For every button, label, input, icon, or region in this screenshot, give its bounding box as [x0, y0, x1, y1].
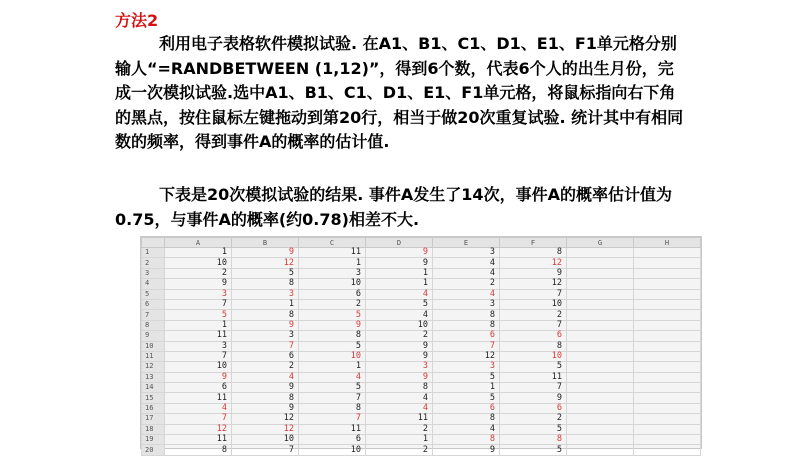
table-cell — [567, 279, 634, 289]
row-number: 6 — [142, 299, 165, 309]
table-row — [142, 435, 701, 445]
table-cell — [634, 362, 701, 372]
table-cell: 7 — [165, 299, 232, 309]
table-cell: 4 — [433, 289, 500, 299]
column-header: D — [366, 238, 433, 248]
row-number: 17 — [142, 414, 165, 424]
spreadsheet-body — [142, 248, 701, 456]
table-cell: 11 — [299, 248, 366, 258]
table-cell: 5 — [433, 393, 500, 403]
table-cell: 7 — [299, 393, 366, 403]
row-number: 12 — [142, 362, 165, 372]
table-row — [142, 414, 701, 424]
row-number: 8 — [142, 320, 165, 330]
column-header: H — [634, 238, 701, 248]
table-cell: 7 — [232, 445, 299, 455]
column-header: A — [165, 238, 232, 248]
column-header: B — [232, 238, 299, 248]
table-cell — [567, 435, 634, 445]
spreadsheet-image — [140, 236, 702, 455]
row-number: 18 — [142, 424, 165, 434]
table-cell — [567, 372, 634, 382]
paragraph-result — [115, 183, 685, 232]
table-cell: 7 — [500, 289, 567, 299]
table-cell — [634, 383, 701, 393]
table-cell: 7 — [232, 341, 299, 351]
table-cell: 1 — [165, 320, 232, 330]
table-cell: 6 — [299, 435, 366, 445]
table-cell — [634, 424, 701, 434]
table-cell: 9 — [366, 258, 433, 268]
table-cell: 2 — [165, 268, 232, 278]
table-cell — [634, 372, 701, 382]
table-cell: 11 — [299, 424, 366, 434]
row-number: 11 — [142, 351, 165, 361]
row-number: 4 — [142, 279, 165, 289]
table-cell: 2 — [299, 299, 366, 309]
row-number: 19 — [142, 435, 165, 445]
table-cell: 4 — [433, 258, 500, 268]
table-row — [142, 289, 701, 299]
table-cell — [634, 299, 701, 309]
row-number: 14 — [142, 383, 165, 393]
table-cell: 4 — [366, 393, 433, 403]
table-cell: 2 — [433, 279, 500, 289]
table-cell — [634, 403, 701, 413]
table-cell: 12 — [232, 424, 299, 434]
table-cell — [567, 289, 634, 299]
table-row — [142, 372, 701, 382]
table-cell: 3 — [366, 362, 433, 372]
table-cell: 9 — [366, 341, 433, 351]
table-cell: 1 — [433, 383, 500, 393]
table-cell: 10 — [299, 351, 366, 361]
table-cell: 1 — [299, 258, 366, 268]
table-cell: 1 — [165, 248, 232, 258]
table-cell — [567, 362, 634, 372]
table-cell: 8 — [299, 403, 366, 413]
table-cell: 6 — [433, 331, 500, 341]
table-cell: 9 — [433, 445, 500, 455]
table-cell: 11 — [165, 435, 232, 445]
table-cell — [634, 258, 701, 268]
table-cell: 4 — [433, 268, 500, 278]
corner-cell — [142, 238, 165, 248]
table-cell: 5 — [232, 268, 299, 278]
table-cell — [567, 341, 634, 351]
table-cell: 4 — [366, 289, 433, 299]
table-cell: 5 — [299, 310, 366, 320]
table-cell: 8 — [433, 310, 500, 320]
table-cell: 10 — [165, 258, 232, 268]
table-cell: 2 — [232, 362, 299, 372]
table-cell — [634, 310, 701, 320]
row-number: 3 — [142, 268, 165, 278]
table-cell: 3 — [232, 331, 299, 341]
table-cell — [567, 268, 634, 278]
table-cell: 3 — [433, 299, 500, 309]
table-cell: 4 — [299, 372, 366, 382]
table-row — [142, 393, 701, 403]
table-cell — [567, 299, 634, 309]
table-cell: 4 — [232, 372, 299, 382]
table-cell: 4 — [165, 403, 232, 413]
table-cell — [634, 268, 701, 278]
row-number: 15 — [142, 393, 165, 403]
table-cell: 4 — [366, 403, 433, 413]
table-cell: 10 — [232, 435, 299, 445]
table-cell: 12 — [500, 258, 567, 268]
row-number: 1 — [142, 248, 165, 258]
table-cell: 9 — [500, 393, 567, 403]
table-cell: 11 — [500, 372, 567, 382]
column-header: G — [567, 238, 634, 248]
table-cell: 12 — [232, 414, 299, 424]
table-cell: 8 — [232, 310, 299, 320]
row-number: 13 — [142, 372, 165, 382]
table-cell: 11 — [165, 331, 232, 341]
table-cell: 10 — [500, 299, 567, 309]
table-cell: 11 — [165, 393, 232, 403]
table-cell: 6 — [232, 351, 299, 361]
table-row — [142, 258, 701, 268]
table-cell: 6 — [500, 403, 567, 413]
paragraph-result-text: 下表是20次模拟试验的结果. 事件A发生了14次，事件A的概率估计值为0.75，与事件A的概率(约0.78)相差不大. — [115, 185, 672, 229]
table-cell: 3 — [232, 289, 299, 299]
table-cell: 7 — [165, 351, 232, 361]
table-cell — [634, 279, 701, 289]
table-cell — [567, 424, 634, 434]
table-row — [142, 424, 701, 434]
table-cell — [634, 414, 701, 424]
table-row — [142, 362, 701, 372]
table-cell: 2 — [500, 310, 567, 320]
table-cell: 3 — [433, 362, 500, 372]
table-cell — [634, 289, 701, 299]
column-header-row — [142, 238, 701, 248]
table-cell: 7 — [299, 414, 366, 424]
table-cell: 8 — [366, 383, 433, 393]
table-cell: 3 — [433, 248, 500, 258]
table-cell: 7 — [500, 320, 567, 330]
table-cell — [567, 331, 634, 341]
table-cell: 12 — [500, 279, 567, 289]
table-row — [142, 268, 701, 278]
table-cell: 10 — [500, 351, 567, 361]
table-cell: 9 — [232, 248, 299, 258]
table-cell: 3 — [165, 289, 232, 299]
table-cell: 7 — [433, 341, 500, 351]
column-header: C — [299, 238, 366, 248]
table-row — [142, 331, 701, 341]
table-cell: 9 — [165, 372, 232, 382]
table-cell: 5 — [366, 299, 433, 309]
table-cell: 5 — [299, 383, 366, 393]
table-cell: 9 — [232, 403, 299, 413]
table-cell: 4 — [433, 424, 500, 434]
paragraph-method — [115, 32, 685, 155]
table-cell: 8 — [165, 445, 232, 455]
column-header: E — [433, 238, 500, 248]
table-cell: 9 — [366, 248, 433, 258]
table-cell — [567, 310, 634, 320]
table-cell: 9 — [366, 351, 433, 361]
table-cell: 8 — [299, 331, 366, 341]
table-row — [142, 248, 701, 258]
table-cell: 1 — [299, 362, 366, 372]
table-row — [142, 351, 701, 361]
row-number: 2 — [142, 258, 165, 268]
table-cell: 6 — [433, 403, 500, 413]
table-cell: 7 — [165, 414, 232, 424]
table-cell — [634, 393, 701, 403]
table-cell: 9 — [500, 268, 567, 278]
table-cell: 5 — [500, 362, 567, 372]
table-cell: 10 — [165, 362, 232, 372]
table-cell: 6 — [165, 383, 232, 393]
paragraph-method-text: 利用电子表格软件模拟试验. 在A1、B1、C1、D1、E1、F1单元格分别输人“=RANDBETWEEN (1,12)”，得到6个数，代表6个人的出生月份，完成一次模拟试验.选中A1、B1、C1、D1、E1、F1单元格，将鼠标指向右下角的黑点，按住鼠标左键拖动到第20行，相当于做20次重复试验. 统计其中有相同数的频率，得到事件A的概率的估计值. — [115, 34, 684, 151]
table-cell: 2 — [366, 424, 433, 434]
table-cell: 2 — [366, 445, 433, 455]
row-number: 7 — [142, 310, 165, 320]
table-cell: 12 — [232, 258, 299, 268]
table-row — [142, 341, 701, 351]
table-cell — [567, 351, 634, 361]
table-cell: 12 — [165, 424, 232, 434]
table-row — [142, 320, 701, 330]
table-cell: 5 — [433, 372, 500, 382]
table-cell: 8 — [500, 248, 567, 258]
table-cell — [567, 383, 634, 393]
table-cell — [634, 331, 701, 341]
table-cell: 8 — [433, 435, 500, 445]
table-cell — [567, 320, 634, 330]
table-cell: 2 — [366, 331, 433, 341]
table-cell: 8 — [500, 435, 567, 445]
table-cell — [634, 435, 701, 445]
table-cell: 5 — [165, 310, 232, 320]
table-cell: 4 — [366, 310, 433, 320]
table-cell — [567, 414, 634, 424]
table-cell: 8 — [232, 279, 299, 289]
table-cell: 8 — [500, 341, 567, 351]
table-cell: 9 — [366, 372, 433, 382]
table-cell: 7 — [500, 383, 567, 393]
table-cell: 10 — [366, 320, 433, 330]
table-cell: 1 — [366, 279, 433, 289]
table-cell: 1 — [366, 435, 433, 445]
table-cell: 1 — [232, 299, 299, 309]
table-cell: 9 — [232, 383, 299, 393]
table-cell — [567, 445, 634, 455]
row-number: 5 — [142, 289, 165, 299]
section-heading: 方法2 — [115, 11, 159, 30]
table-cell — [634, 351, 701, 361]
table-cell: 9 — [232, 320, 299, 330]
table-cell: 1 — [366, 268, 433, 278]
column-header: F — [500, 238, 567, 248]
table-cell: 9 — [165, 279, 232, 289]
table-cell — [634, 445, 701, 455]
table-cell — [634, 320, 701, 330]
table-row — [142, 310, 701, 320]
table-cell: 6 — [299, 289, 366, 299]
table-row — [142, 403, 701, 413]
table-cell: 9 — [299, 320, 366, 330]
table-cell: 10 — [299, 445, 366, 455]
table-cell — [634, 248, 701, 258]
row-number: 10 — [142, 341, 165, 351]
table-row — [142, 445, 701, 455]
table-cell: 2 — [500, 414, 567, 424]
table-cell: 5 — [299, 341, 366, 351]
row-number: 20 — [142, 445, 165, 455]
table-cell — [567, 403, 634, 413]
table-cell: 5 — [500, 445, 567, 455]
table-cell: 3 — [165, 341, 232, 351]
table-cell: 3 — [299, 268, 366, 278]
table-cell: 8 — [433, 414, 500, 424]
spreadsheet-table — [141, 237, 701, 456]
table-cell: 10 — [299, 279, 366, 289]
table-row — [142, 279, 701, 289]
table-cell — [567, 393, 634, 403]
table-row — [142, 383, 701, 393]
table-cell — [567, 248, 634, 258]
table-row — [142, 299, 701, 309]
row-number: 9 — [142, 331, 165, 341]
table-cell: 5 — [500, 424, 567, 434]
table-cell: 6 — [500, 331, 567, 341]
row-number: 16 — [142, 403, 165, 413]
table-cell: 8 — [433, 320, 500, 330]
table-cell: 8 — [232, 393, 299, 403]
table-cell: 11 — [366, 414, 433, 424]
table-cell — [567, 258, 634, 268]
table-cell: 12 — [433, 351, 500, 361]
table-cell — [634, 341, 701, 351]
